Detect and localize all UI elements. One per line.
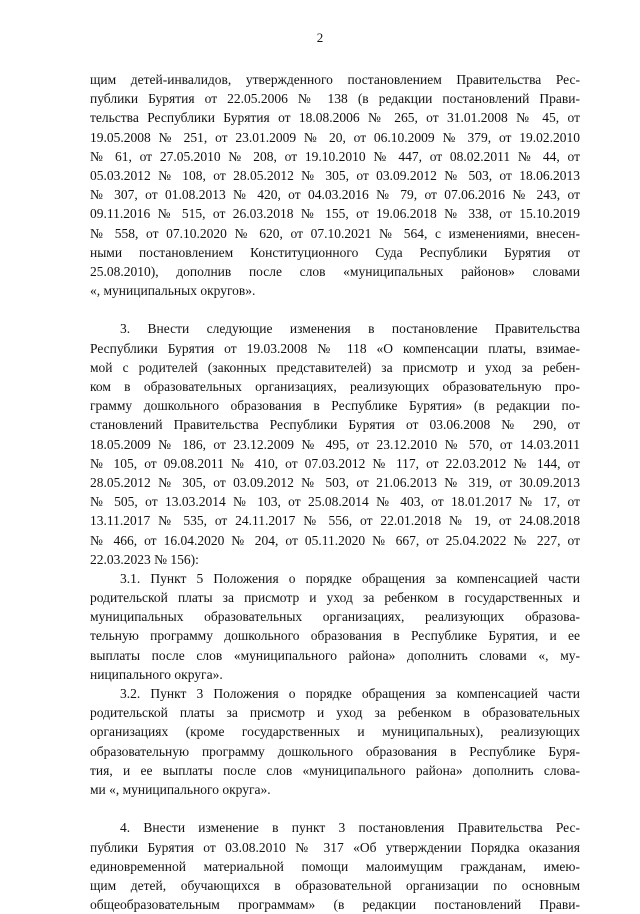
text-line: родительской платы за присмотр и уход за ребенком в государственных и — [90, 590, 580, 606]
text-line: Республики Бурятия от 19.03.2008 № 118 «О компенсации платы, взимае- — [90, 340, 580, 356]
text-line: ными постановлением Конституционного Суда Республики Бурятия от — [90, 244, 580, 260]
text-line: 22.03.2023 № 156): — [90, 551, 199, 567]
text-line: ми «, муниципального округа». — [90, 781, 271, 797]
text-line: родительской платы за присмотр и уход за ребенком в образовательных — [90, 705, 580, 721]
paragraph-item-4 — [90, 818, 580, 914]
text-line: мой с родителей (законных представителей) за присмотр и уход за ребен- — [90, 359, 580, 375]
text-line: 3. Внести следующие изменения в постановление Правительства — [120, 321, 580, 337]
text-line: 05.03.2012 № 108, от 28.05.2012 № 305, от 03.09.2012 № 503, от 18.06.2013 — [90, 167, 580, 183]
text-line: «, муниципальных округов». — [90, 283, 256, 299]
text-line: № 105, от 09.08.2011 № 410, от 07.03.2012 № 117, от 22.03.2012 № 144, от — [90, 455, 580, 471]
text-line: публики Бурятия от 03.08.2010 № 317 «Об утверждении Порядка оказания — [90, 839, 580, 855]
text-line: становлений Правительства Республики Бурятия от 03.06.2008 № 290, от — [90, 417, 580, 433]
text-line: ниципального округа». — [90, 666, 223, 682]
text-line: публики Бурятия от 22.05.2006 № 138 (в редакции постановлений Прави- — [90, 91, 580, 107]
text-line: общеобразовательным программам» (в редакции постановлений Прави- — [90, 897, 580, 913]
text-line: ком в образовательных организациях, реализующих образовательную про- — [90, 379, 580, 394]
page-number: 2 — [316, 30, 324, 45]
text-line: тия, и ее выплаты после слов «муниципального района» дополнить слова- — [90, 762, 580, 778]
text-line: 13.11.2017 № 535, от 24.11.2017 № 556, от 22.01.2018 № 19, от 24.08.2018 — [90, 513, 580, 529]
text-line: 18.05.2009 № 186, от 23.12.2009 № 495, от 23.12.2010 № 570, от 14.03.2011 — [90, 436, 580, 452]
document-body — [90, 70, 580, 914]
text-line: щим детей-инвалидов, утвержденного постановлением Правительства Рес- — [90, 72, 580, 87]
text-line: тельную программу дошкольного образования в Республике Бурятия, и ее — [90, 628, 580, 644]
text-line: муниципальных образовательных организациях, реализующих образова- — [90, 609, 580, 625]
text-line: 4. Внести изменение в пункт 3 постановления Правительства Рес- — [120, 820, 580, 836]
text-line: образовательную программу дошкольного образования в Республике Буря- — [90, 743, 580, 759]
text-line: № 505, от 13.03.2014 № 103, от 25.08.2014 № 403, от 18.01.2017 № 17, от — [90, 494, 580, 510]
text-line: 25.08.2010), дополнив после слов «муниципальных районов» словами — [90, 263, 580, 279]
text-line: тельства Республики Бурятия от 18.08.2006 № 265, от 31.01.2008 № 45, от — [90, 110, 580, 126]
paragraph-spacer — [90, 799, 580, 818]
paragraph-item-3 — [90, 319, 580, 568]
text-line: 19.05.2008 № 251, от 23.01.2009 № 20, от 06.10.2009 № 379, от 19.02.2010 — [90, 129, 580, 145]
text-line: единовременной материальной помощи малоимущим гражданам, имею- — [90, 858, 580, 874]
text-line: 3.2. Пункт 3 Положения о порядке обращения за компенсацией части — [120, 686, 580, 701]
text-line: № 307, от 01.08.2013 № 420, от 04.03.2016 № 79, от 07.06.2016 № 243, от — [90, 187, 580, 203]
text-line: выплаты после слов «муниципального района» дополнить словами «, му- — [90, 647, 580, 663]
text-line: организациях (кроме государственных и муниципальных), реализующих — [90, 724, 580, 740]
text-line: № 558, от 07.10.2020 № 620, от 07.10.2021 № 564, с изменениями, внесен- — [90, 225, 580, 241]
paragraph-spacer — [90, 300, 580, 319]
text-line: № 466, от 16.04.2020 № 204, от 05.11.2020 № 667, от 25.04.2022 № 227, от — [90, 532, 580, 548]
text-line: грамму дошкольного образования в Республике Бурятия» (в редакции по- — [90, 398, 580, 414]
paragraph-continuation — [90, 70, 580, 300]
text-line: 09.11.2016 № 515, от 26.03.2018 № 155, от 19.06.2018 № 338, от 15.10.2019 — [90, 206, 580, 222]
text-line: № 61, от 27.05.2010 № 208, от 19.10.2010 № 447, от 08.02.2011 № 44, от — [90, 148, 580, 164]
paragraph-item-3-2 — [90, 684, 580, 799]
text-line: щим детей, обучающихся в образовательной организации по основным — [90, 877, 580, 893]
text-line: 28.05.2012 № 305, от 03.09.2012 № 503, от 21.06.2013 № 319, от 30.09.2013 — [90, 474, 580, 490]
paragraph-item-3-1 — [90, 569, 580, 684]
text-line: 3.1. Пункт 5 Положения о порядке обращения за компенсацией части — [120, 570, 580, 586]
